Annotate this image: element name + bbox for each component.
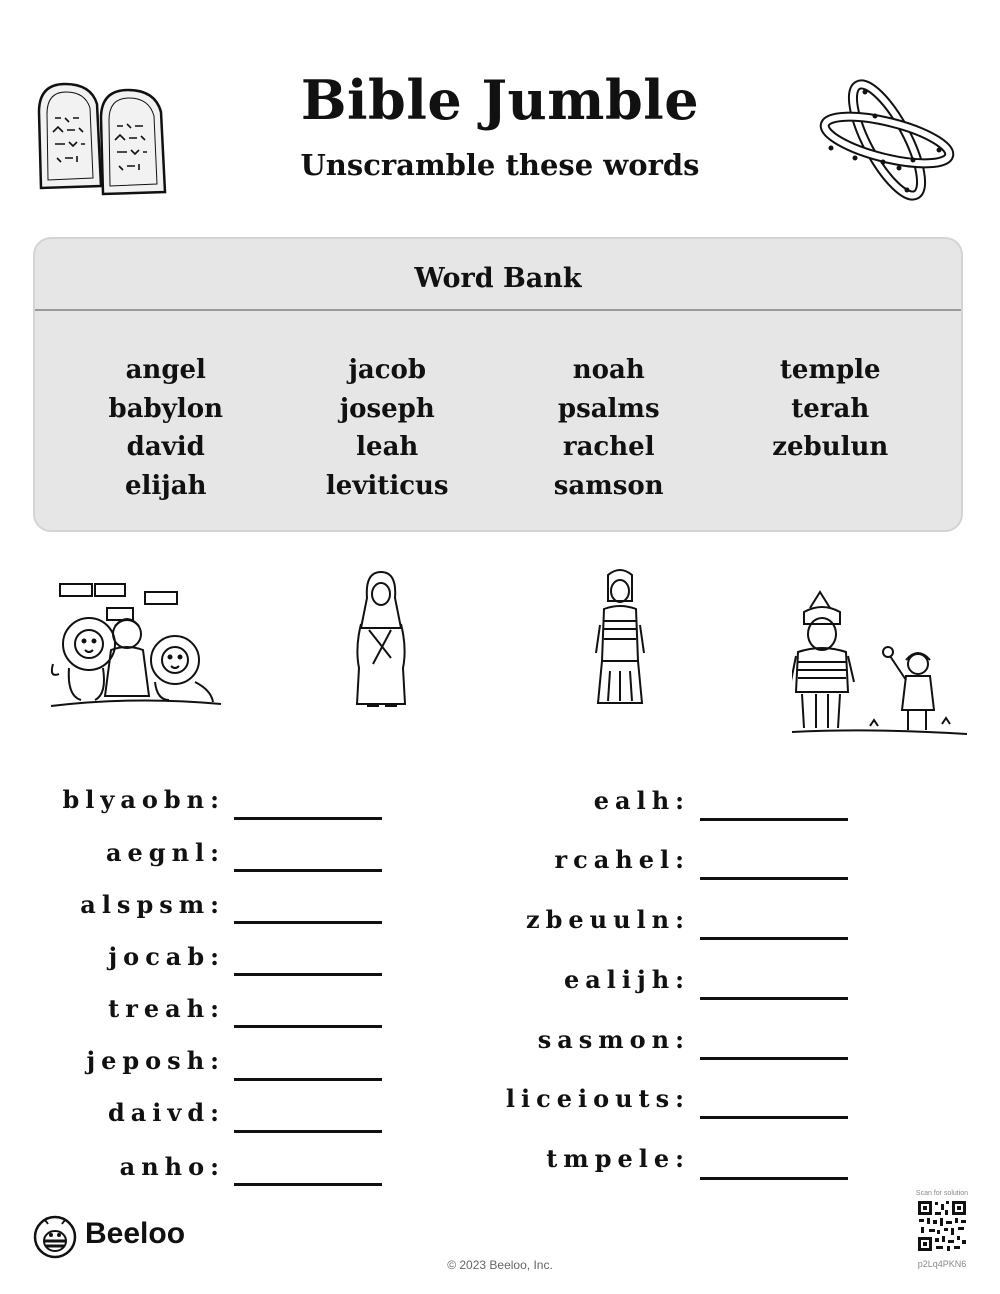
jumble-word: daivd:	[107, 1098, 225, 1127]
jumble-row	[30, 838, 225, 878]
answer-line[interactable]	[234, 973, 382, 976]
jumble-word: alspsm:	[80, 890, 225, 919]
word-bank-word: terah	[791, 393, 870, 424]
word-bank-word: leah	[356, 432, 419, 462]
word-bank-word: samson	[553, 470, 664, 501]
jumble-word: blyaobn:	[62, 785, 225, 814]
jumble-row	[30, 1152, 225, 1192]
answer-line[interactable]	[700, 997, 848, 1000]
word-bank-word: elijah	[125, 470, 207, 501]
answer-line[interactable]	[700, 937, 848, 940]
word-bank-column	[730, 351, 930, 505]
qr-caption: Scan for solution	[915, 1190, 969, 1197]
qr-code[interactable]	[917, 1200, 967, 1252]
jumble-word: anho:	[119, 1152, 225, 1181]
jumble-word: sasmon:	[537, 1025, 690, 1054]
answer-line[interactable]	[234, 1183, 382, 1186]
jumble-row	[490, 1144, 690, 1184]
jumble-word: ealh:	[593, 786, 690, 815]
jumble-word: liceiouts:	[505, 1084, 690, 1113]
answer-line[interactable]	[234, 1025, 382, 1028]
jumble-row	[30, 942, 225, 982]
jumble-row	[30, 1098, 225, 1138]
jumble-word: tmpele:	[546, 1144, 690, 1173]
woman-robe-illustration	[345, 568, 415, 713]
answer-line[interactable]	[234, 1130, 382, 1133]
word-bank-word: joseph	[339, 393, 435, 424]
word-bank-word: rachel	[562, 432, 655, 462]
jumble-row	[30, 1046, 225, 1086]
jumble-row	[490, 1025, 690, 1065]
man-robe-illustration	[590, 565, 650, 713]
word-bank-word: angel	[125, 355, 206, 385]
word-bank-word: babylon	[108, 393, 223, 424]
answer-line[interactable]	[234, 869, 382, 872]
answer-line[interactable]	[700, 877, 848, 880]
answer-line[interactable]	[700, 1177, 848, 1180]
crossed-rings-illustration	[815, 70, 960, 210]
answer-line[interactable]	[234, 817, 382, 820]
word-bank-word: jacob	[348, 355, 427, 385]
word-bank-word: temple	[779, 355, 881, 385]
answer-line[interactable]	[700, 1057, 848, 1060]
word-bank-heading: Word Bank	[35, 239, 961, 311]
word-bank-word: psalms	[557, 393, 660, 424]
jumble-word: rcahel:	[554, 845, 690, 874]
word-bank	[33, 237, 963, 532]
copyright-text: © 2023 Beeloo, Inc.	[447, 1258, 553, 1272]
jumble-row	[30, 994, 225, 1034]
jumble-word: zbeuuln:	[525, 905, 690, 934]
jumble-row	[490, 905, 690, 945]
answer-line[interactable]	[234, 1078, 382, 1081]
jumble-row	[30, 890, 225, 930]
daniel-lions-illustration	[45, 578, 225, 713]
answer-line[interactable]	[234, 921, 382, 924]
word-bank-column	[509, 351, 709, 505]
word-bank-column	[287, 351, 487, 505]
page-subtitle: Unscramble these words	[300, 148, 700, 182]
goliath-david-illustration	[792, 590, 967, 738]
jumble-row	[490, 845, 690, 885]
page-title: Bible Jumble	[300, 68, 700, 132]
word-bank-word: david	[126, 432, 205, 462]
jumble-word: aegnl:	[105, 838, 225, 867]
word-bank-column	[66, 351, 266, 505]
jumble-word: treah:	[108, 994, 225, 1023]
word-bank-word: zebulun	[772, 432, 889, 462]
word-bank-word: leviticus	[325, 470, 449, 501]
jumble-word: ealijh:	[563, 965, 690, 994]
bee-icon	[33, 1215, 77, 1259]
jumble-row	[490, 965, 690, 1005]
word-bank-word: noah	[572, 355, 645, 385]
brand-name: Beeloo	[85, 1217, 186, 1250]
jumble-row	[490, 786, 690, 826]
jumble-row	[490, 1084, 690, 1124]
jumble-row	[30, 785, 225, 825]
qr-code-label: p2Lq4PKN6	[917, 1259, 967, 1269]
jumble-word: jeposh:	[86, 1046, 225, 1075]
brand-logo	[33, 1215, 203, 1259]
jumble-word: jocab:	[108, 942, 225, 971]
answer-line[interactable]	[700, 818, 848, 821]
answer-line[interactable]	[700, 1116, 848, 1119]
stone-tablets-illustration	[35, 78, 175, 196]
